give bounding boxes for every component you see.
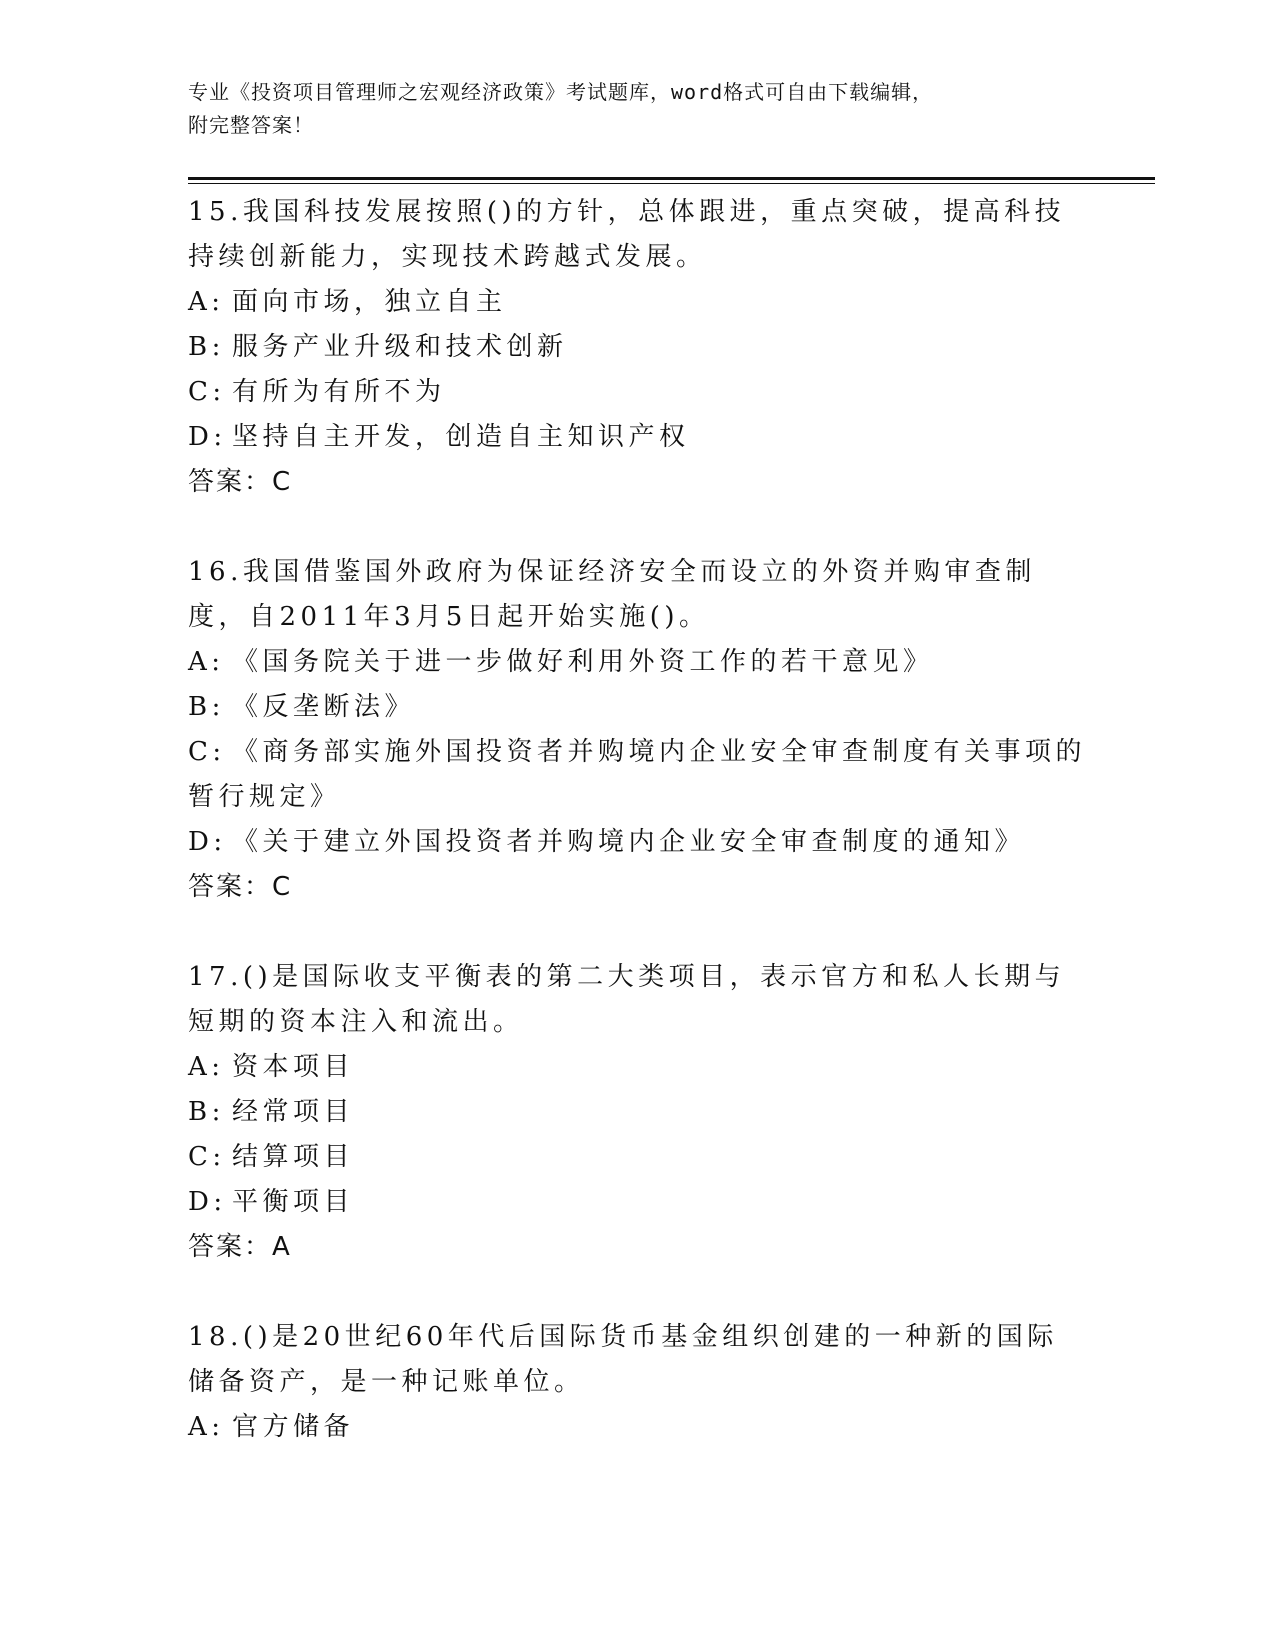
option-b <box>188 1090 1088 1135</box>
question-stem: 17.()是国际收支平衡表的第二大类项目，表示官方和私人长期与短期的资本注入和流出。 <box>188 962 1066 1037</box>
answer-line: 答案：C <box>188 467 293 497</box>
option-key: B: <box>188 332 225 362</box>
option-text: 有所为有所不为 <box>232 377 446 407</box>
option-b <box>188 685 1088 730</box>
question-stem: 18.()是20世纪60年代后国际货币基金组织创建的一种新的国际储备资产，是一种记账单位。 <box>188 1322 1058 1397</box>
option-b <box>188 325 1088 370</box>
header-divider-thin <box>188 183 1155 184</box>
answer-line: 答案：A <box>188 1232 292 1262</box>
question-18 <box>188 1315 1088 1450</box>
option-key: C: <box>188 377 226 407</box>
option-d <box>188 1180 1088 1225</box>
option-c <box>188 370 1088 415</box>
answer-line: 答案：C <box>188 872 293 902</box>
option-key: D: <box>188 422 227 452</box>
option-key: B: <box>188 692 225 722</box>
option-key: D: <box>188 1187 227 1217</box>
question-stem: 16.我国借鉴国外政府为保证经济安全而设立的外资并购审查制度，自2011年3月5日起开始实施()。 <box>188 557 1036 632</box>
option-text: 结算项目 <box>232 1142 355 1172</box>
option-key: C: <box>188 737 226 767</box>
option-d <box>188 820 1088 865</box>
option-c <box>188 730 1088 820</box>
header-line-1: 专业《投资项目管理师之宏观经济政策》考试题库，word格式可自由下载编辑， <box>188 80 934 104</box>
header-divider-thick <box>188 177 1155 180</box>
option-text: 面向市场，独立自主 <box>232 287 507 317</box>
option-text: 《反垄断法》 <box>232 692 416 722</box>
option-d <box>188 415 1088 460</box>
question-16 <box>188 550 1088 910</box>
header-line-2: 附完整答案！ <box>188 113 314 137</box>
option-text: 平衡项目 <box>232 1187 355 1217</box>
option-key: C: <box>188 1142 226 1172</box>
option-key: A: <box>188 1052 225 1082</box>
option-a <box>188 280 1088 325</box>
option-key: D: <box>188 827 227 857</box>
option-text: 经常项目 <box>232 1097 355 1127</box>
option-text: 官方储备 <box>232 1412 355 1442</box>
option-a <box>188 1405 1088 1450</box>
document-header <box>188 76 1088 142</box>
option-text: 资本项目 <box>232 1052 355 1082</box>
question-15 <box>188 190 1088 505</box>
option-text: 坚持自主开发，创造自主知识产权 <box>232 422 690 452</box>
option-text: 《国务院关于进一步做好利用外资工作的若干意见》 <box>232 647 934 677</box>
question-list <box>188 190 1088 1495</box>
option-key: A: <box>188 1412 225 1442</box>
option-a <box>188 640 1088 685</box>
option-a <box>188 1045 1088 1090</box>
option-text: 《商务部实施外国投资者并购境内企业安全审查制度有关事项的暂行规定》 <box>188 737 1087 812</box>
option-c <box>188 1135 1088 1180</box>
option-text: 服务产业升级和技术创新 <box>232 332 568 362</box>
option-key: B: <box>188 1097 225 1127</box>
option-text: 《关于建立外国投资者并购境内企业安全审查制度的通知》 <box>232 827 1026 857</box>
question-17 <box>188 955 1088 1270</box>
option-key: A: <box>188 647 225 677</box>
question-stem: 15.我国科技发展按照()的方针，总体跟进，重点突破，提高科技持续创新能力，实现技术跨越式发展。 <box>188 197 1066 272</box>
option-key: A: <box>188 287 225 317</box>
